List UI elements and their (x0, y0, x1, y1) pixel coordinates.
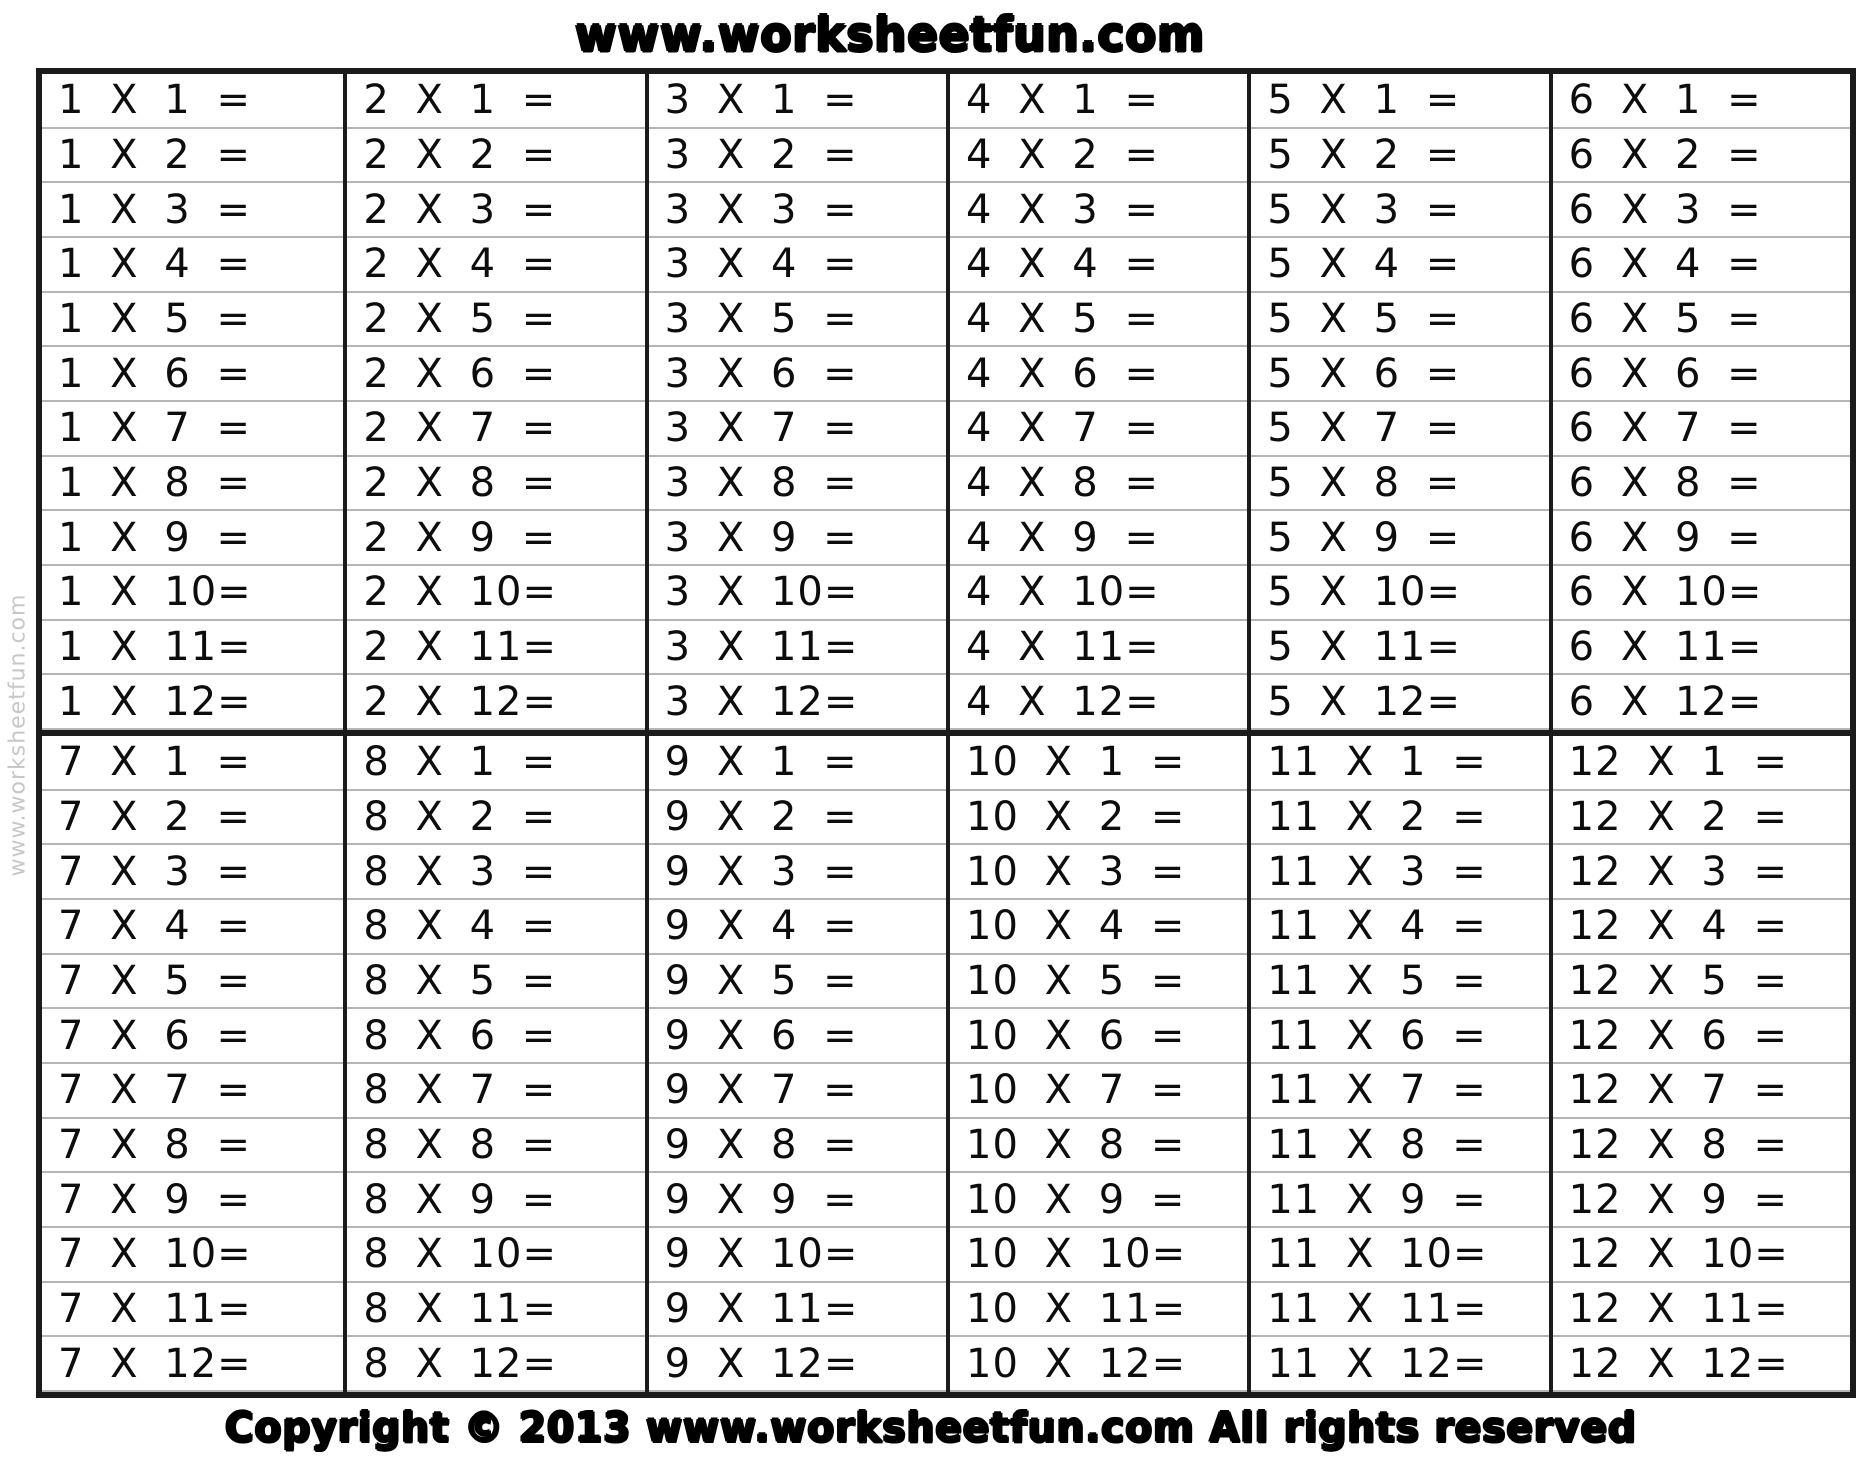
problem-cell-8x2: 8 X 2 = (347, 791, 644, 846)
problem-cell-7x4: 7 X 4 = (42, 900, 343, 955)
times-8-column (343, 736, 644, 1392)
problem-cell-11x10: 11 X 10= (1251, 1228, 1548, 1283)
multiplication-table (36, 68, 1856, 1398)
copyright-text: Copyright © 2013 www.worksheetfun.com All rights reserved (225, 1404, 1637, 1453)
problem-cell-8x6: 8 X 6 = (347, 1009, 644, 1064)
problem-cell-11x5: 11 X 5 = (1251, 955, 1548, 1010)
problem-cell-11x4: 11 X 4 = (1251, 900, 1548, 955)
problem-cell-4x7: 4 X 7 = (950, 402, 1247, 457)
problem-cell-7x8: 7 X 8 = (42, 1119, 343, 1174)
problem-cell-9x10: 9 X 10= (649, 1228, 946, 1283)
problem-cell-4x11: 4 X 11= (950, 621, 1247, 676)
problem-cell-2x10: 2 X 10= (347, 566, 644, 621)
problem-cell-6x1: 6 X 1 = (1553, 74, 1850, 129)
problem-cell-7x2: 7 X 2 = (42, 791, 343, 846)
problem-cell-12x1: 12 X 1 = (1553, 736, 1850, 791)
problem-cell-12x7: 12 X 7 = (1553, 1064, 1850, 1119)
problem-cell-8x3: 8 X 3 = (347, 845, 644, 900)
problem-cell-1x7: 1 X 7 = (42, 402, 343, 457)
table-bottom-half (42, 730, 1850, 1392)
problem-cell-11x6: 11 X 6 = (1251, 1009, 1548, 1064)
problem-cell-11x1: 11 X 1 = (1251, 736, 1548, 791)
problem-cell-7x10: 7 X 10= (42, 1228, 343, 1283)
problem-cell-6x8: 6 X 8 = (1553, 457, 1850, 512)
problem-cell-10x11: 10 X 11= (950, 1283, 1247, 1338)
problem-cell-8x4: 8 X 4 = (347, 900, 644, 955)
problem-cell-2x3: 2 X 3 = (347, 183, 644, 238)
problem-cell-2x7: 2 X 7 = (347, 402, 644, 457)
problem-cell-3x6: 3 X 6 = (649, 347, 946, 402)
problem-cell-3x8: 3 X 8 = (649, 457, 946, 512)
problem-cell-12x5: 12 X 5 = (1553, 955, 1850, 1010)
problem-cell-11x8: 11 X 8 = (1251, 1119, 1548, 1174)
problem-cell-4x9: 4 X 9 = (950, 511, 1247, 566)
times-6-column (1549, 74, 1850, 730)
problem-cell-5x6: 5 X 6 = (1251, 347, 1548, 402)
problem-cell-10x7: 10 X 7 = (950, 1064, 1247, 1119)
problem-cell-4x3: 4 X 3 = (950, 183, 1247, 238)
problem-cell-12x2: 12 X 2 = (1553, 791, 1850, 846)
problem-cell-9x3: 9 X 3 = (649, 845, 946, 900)
times-1-column (42, 74, 343, 730)
problem-cell-12x12: 12 X 12= (1553, 1337, 1850, 1392)
problem-cell-1x3: 1 X 3 = (42, 183, 343, 238)
times-9-column (645, 736, 946, 1392)
problem-cell-1x4: 1 X 4 = (42, 238, 343, 293)
problem-cell-5x9: 5 X 9 = (1251, 511, 1548, 566)
problem-cell-9x8: 9 X 8 = (649, 1119, 946, 1174)
problem-cell-8x8: 8 X 8 = (347, 1119, 644, 1174)
problem-cell-5x10: 5 X 10= (1251, 566, 1548, 621)
problem-cell-8x7: 8 X 7 = (347, 1064, 644, 1119)
problem-cell-1x8: 1 X 8 = (42, 457, 343, 512)
problem-cell-10x2: 10 X 2 = (950, 791, 1247, 846)
problem-cell-2x4: 2 X 4 = (347, 238, 644, 293)
problem-cell-9x12: 9 X 12= (649, 1337, 946, 1392)
problem-cell-12x11: 12 X 11= (1553, 1283, 1850, 1338)
problem-cell-2x2: 2 X 2 = (347, 129, 644, 184)
problem-cell-4x4: 4 X 4 = (950, 238, 1247, 293)
problem-cell-2x1: 2 X 1 = (347, 74, 644, 129)
problem-cell-6x4: 6 X 4 = (1553, 238, 1850, 293)
problem-cell-7x3: 7 X 3 = (42, 845, 343, 900)
times-11-column (1247, 736, 1548, 1392)
site-title: www.worksheetfun.com (575, 6, 1206, 63)
problem-cell-3x7: 3 X 7 = (649, 402, 946, 457)
problem-cell-3x1: 3 X 1 = (649, 74, 946, 129)
times-7-column (42, 736, 343, 1392)
problem-cell-6x12: 6 X 12= (1553, 675, 1850, 730)
problem-cell-3x10: 3 X 10= (649, 566, 946, 621)
problem-cell-3x3: 3 X 3 = (649, 183, 946, 238)
problem-cell-3x9: 3 X 9 = (649, 511, 946, 566)
problem-cell-10x6: 10 X 6 = (950, 1009, 1247, 1064)
problem-cell-7x1: 7 X 1 = (42, 736, 343, 791)
problem-cell-6x11: 6 X 11= (1553, 621, 1850, 676)
problem-cell-10x8: 10 X 8 = (950, 1119, 1247, 1174)
problem-cell-2x6: 2 X 6 = (347, 347, 644, 402)
problem-cell-10x3: 10 X 3 = (950, 845, 1247, 900)
times-5-column (1247, 74, 1548, 730)
problem-cell-12x10: 12 X 10= (1553, 1228, 1850, 1283)
times-2-column (343, 74, 644, 730)
problem-cell-1x6: 1 X 6 = (42, 347, 343, 402)
problem-cell-10x5: 10 X 5 = (950, 955, 1247, 1010)
problem-cell-10x1: 10 X 1 = (950, 736, 1247, 791)
problem-cell-2x11: 2 X 11= (347, 621, 644, 676)
problem-cell-4x6: 4 X 6 = (950, 347, 1247, 402)
problem-cell-5x2: 5 X 2 = (1251, 129, 1548, 184)
problem-cell-2x9: 2 X 9 = (347, 511, 644, 566)
problem-cell-4x2: 4 X 2 = (950, 129, 1247, 184)
problem-cell-9x2: 9 X 2 = (649, 791, 946, 846)
problem-cell-8x12: 8 X 12= (347, 1337, 644, 1392)
problem-cell-5x5: 5 X 5 = (1251, 293, 1548, 348)
problem-cell-12x6: 12 X 6 = (1553, 1009, 1850, 1064)
problem-cell-3x5: 3 X 5 = (649, 293, 946, 348)
problem-cell-10x9: 10 X 9 = (950, 1173, 1247, 1228)
times-3-column (645, 74, 946, 730)
problem-cell-1x2: 1 X 2 = (42, 129, 343, 184)
problem-cell-11x2: 11 X 2 = (1251, 791, 1548, 846)
problem-cell-11x9: 11 X 9 = (1251, 1173, 1548, 1228)
problem-cell-5x12: 5 X 12= (1251, 675, 1548, 730)
problem-cell-9x1: 9 X 1 = (649, 736, 946, 791)
problem-cell-11x3: 11 X 3 = (1251, 845, 1548, 900)
problem-cell-6x7: 6 X 7 = (1553, 402, 1850, 457)
problem-cell-2x5: 2 X 5 = (347, 293, 644, 348)
problem-cell-4x5: 4 X 5 = (950, 293, 1247, 348)
problem-cell-10x10: 10 X 10= (950, 1228, 1247, 1283)
problem-cell-1x9: 1 X 9 = (42, 511, 343, 566)
problem-cell-11x12: 11 X 12= (1251, 1337, 1548, 1392)
problem-cell-4x1: 4 X 1 = (950, 74, 1247, 129)
problem-cell-5x8: 5 X 8 = (1251, 457, 1548, 512)
problem-cell-9x4: 9 X 4 = (649, 900, 946, 955)
problem-cell-8x10: 8 X 10= (347, 1228, 644, 1283)
problem-cell-12x9: 12 X 9 = (1553, 1173, 1850, 1228)
problem-cell-6x9: 6 X 9 = (1553, 511, 1850, 566)
problem-cell-5x11: 5 X 11= (1251, 621, 1548, 676)
problem-cell-8x1: 8 X 1 = (347, 736, 644, 791)
problem-cell-5x7: 5 X 7 = (1251, 402, 1548, 457)
problem-cell-9x7: 9 X 7 = (649, 1064, 946, 1119)
problem-cell-7x12: 7 X 12= (42, 1337, 343, 1392)
problem-cell-6x6: 6 X 6 = (1553, 347, 1850, 402)
problem-cell-7x7: 7 X 7 = (42, 1064, 343, 1119)
problem-cell-1x10: 1 X 10= (42, 566, 343, 621)
problem-cell-9x5: 9 X 5 = (649, 955, 946, 1010)
problem-cell-7x9: 7 X 9 = (42, 1173, 343, 1228)
problem-cell-7x6: 7 X 6 = (42, 1009, 343, 1064)
problem-cell-10x12: 10 X 12= (950, 1337, 1247, 1392)
problem-cell-6x2: 6 X 2 = (1553, 129, 1850, 184)
problem-cell-7x11: 7 X 11= (42, 1283, 343, 1338)
problem-cell-1x12: 1 X 12= (42, 675, 343, 730)
problem-cell-4x10: 4 X 10= (950, 566, 1247, 621)
problem-cell-4x8: 4 X 8 = (950, 457, 1247, 512)
problem-cell-2x8: 2 X 8 = (347, 457, 644, 512)
problem-cell-7x5: 7 X 5 = (42, 955, 343, 1010)
problem-cell-6x3: 6 X 3 = (1553, 183, 1850, 238)
problem-cell-3x11: 3 X 11= (649, 621, 946, 676)
problem-cell-6x10: 6 X 10= (1553, 566, 1850, 621)
problem-cell-3x12: 3 X 12= (649, 675, 946, 730)
problem-cell-9x9: 9 X 9 = (649, 1173, 946, 1228)
problem-cell-12x4: 12 X 4 = (1553, 900, 1850, 955)
problem-cell-9x11: 9 X 11= (649, 1283, 946, 1338)
table-top-half (42, 74, 1850, 730)
problem-cell-9x6: 9 X 6 = (649, 1009, 946, 1064)
problem-cell-5x3: 5 X 3 = (1251, 183, 1548, 238)
problem-cell-1x1: 1 X 1 = (42, 74, 343, 129)
problem-cell-6x5: 6 X 5 = (1553, 293, 1850, 348)
problem-cell-5x1: 5 X 1 = (1251, 74, 1548, 129)
times-12-column (1549, 736, 1850, 1392)
problem-cell-2x12: 2 X 12= (347, 675, 644, 730)
problem-cell-8x5: 8 X 5 = (347, 955, 644, 1010)
problem-cell-8x11: 8 X 11= (347, 1283, 644, 1338)
times-10-column (946, 736, 1247, 1392)
problem-cell-11x7: 11 X 7 = (1251, 1064, 1548, 1119)
problem-cell-3x2: 3 X 2 = (649, 129, 946, 184)
problem-cell-1x5: 1 X 5 = (42, 293, 343, 348)
problem-cell-5x4: 5 X 4 = (1251, 238, 1548, 293)
problem-cell-1x11: 1 X 11= (42, 621, 343, 676)
problem-cell-4x12: 4 X 12= (950, 675, 1247, 730)
problem-cell-3x4: 3 X 4 = (649, 238, 946, 293)
side-watermark: www.worksheetfun.com (5, 593, 31, 877)
problem-cell-12x3: 12 X 3 = (1553, 845, 1850, 900)
problem-cell-12x8: 12 X 8 = (1553, 1119, 1850, 1174)
problem-cell-11x11: 11 X 11= (1251, 1283, 1548, 1338)
problem-cell-10x4: 10 X 4 = (950, 900, 1247, 955)
times-4-column (946, 74, 1247, 730)
problem-cell-8x9: 8 X 9 = (347, 1173, 644, 1228)
